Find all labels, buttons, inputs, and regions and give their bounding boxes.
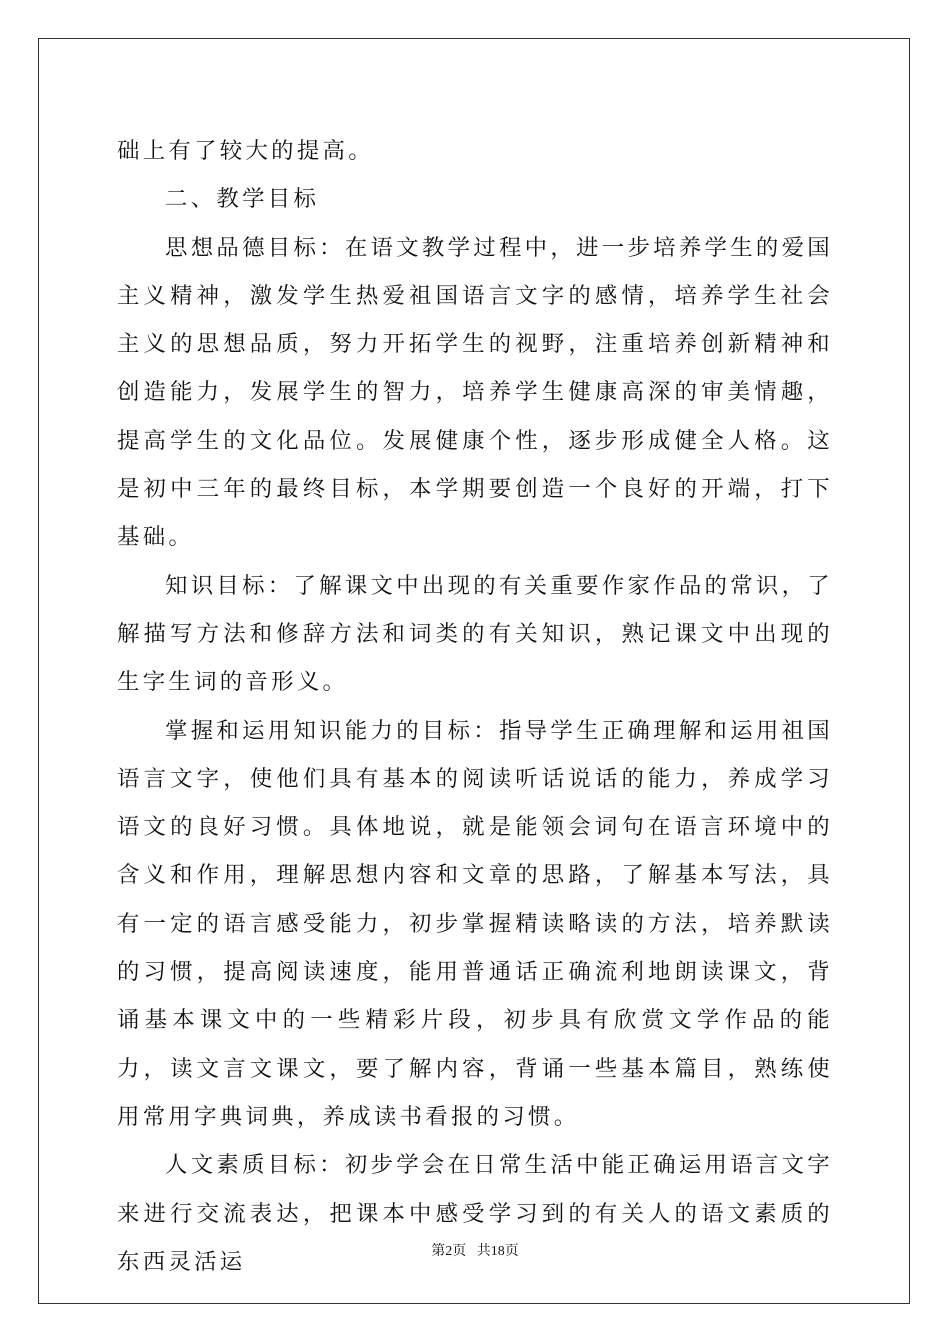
paragraph-continuation: 础上有了较大的提高。: [117, 138, 374, 164]
section-heading-teaching-goals: 二、教学目标: [165, 186, 320, 213]
paragraph-ability-goal: 掌握和运用知识能力的目标：指导学生正确理解和运用祖国语言文字，使他们具有基本的阅读听话说话的能力，养成学习语文的良好习惯。具体地说，就是能领会词句在语言环境中的含义和作用，理解思想内容和文章的思路，了解基本写法，具有一定的语言感受能力，初步掌握精读略读的方法，培养默读的习惯，提高阅读速度，能用普通话正确流利地朗读课文，背诵基本课文中的一些精彩片段，初步具有欣赏文学作品的能力，读文言文课文，要了解内容，背诵一些基本篇目，熟练使用常用字典词典，养成读书看报的习惯。: [117, 717, 833, 1130]
page-number-footer: 第2页 共18页: [431, 1244, 519, 1259]
paragraph-knowledge-goal: 知识目标：了解课文中出现的有关重要作家作品的常识，了解描写方法和修辞方法和词类的有关知识，熟记课文中出现的生字生词的音形义。: [117, 572, 833, 696]
paragraph-moral-goal: 思想品德目标：在语文教学过程中，进一步培养学生的爱国主义精神，激发学生热爱祖国语言文字的感情，培养学生社会主义的思想品质，努力开拓学生的视野，注重培养创新精神和创造能力，发展学生的智力，培养学生健康高深的审美情趣，提高学生的文化品位。发展健康个性，逐步形成健全人格。这是初中三年的最终目标，本学期要创造一个良好的开端，打下基础。: [117, 234, 833, 551]
document-body: [117, 127, 833, 1286]
paragraph-humanities-goal: 人文素质目标：初步学会在日常生活中能正确运用语言文字来进行交流表达，把课本中感受学习到的有关人的语文素质的东西灵活运: [117, 1152, 833, 1275]
